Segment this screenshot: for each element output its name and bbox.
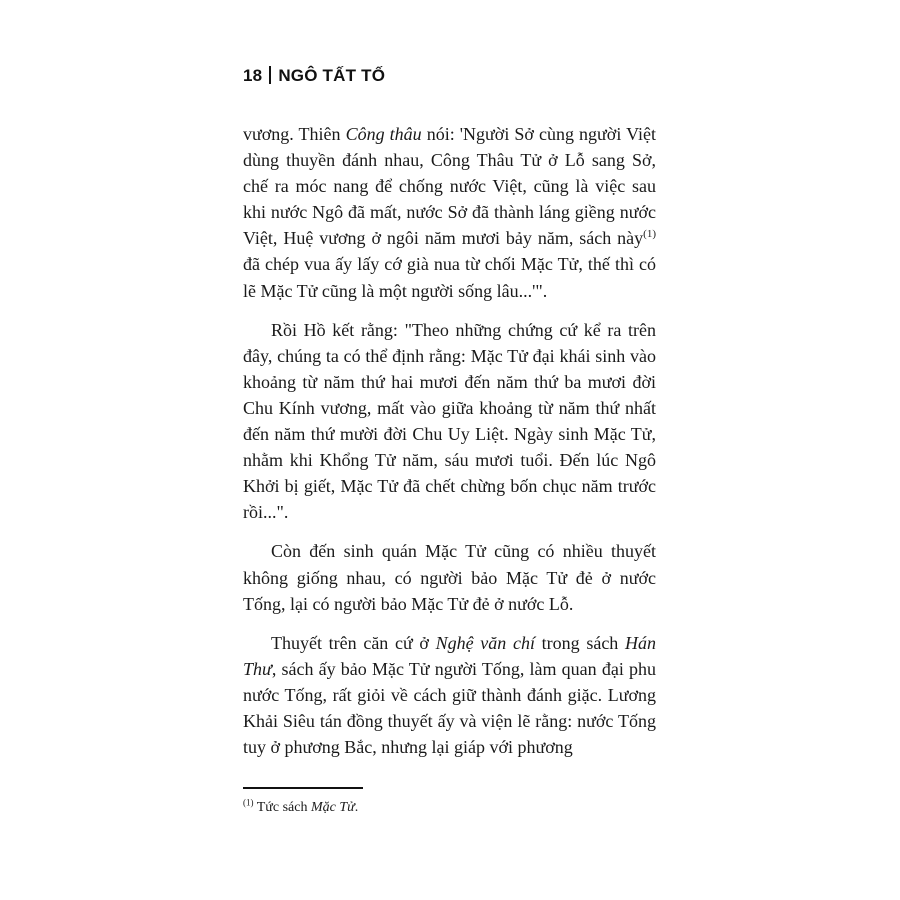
footnote-divider <box>243 787 363 789</box>
page-number: 18 <box>243 66 263 85</box>
footnote-text: Tức sách <box>253 800 311 815</box>
paragraph-4-text-e: , sách ấy bảo Mặc Tử người Tống, làm quan đại phu nước Tống, rất giỏi về cách giữ thành đánh giặc. Lương Khải Siêu tán đồng thuyết ấy và viện lẽ rằng: nước Tống tuy ở phương Bắc, nhưng lại giáp với phương <box>243 658 656 758</box>
running-header <box>243 66 385 86</box>
italic-title-han-thu: Hán Thư <box>243 632 656 679</box>
paragraph-1-text-a: vương. Thiên <box>243 124 346 144</box>
footnote <box>243 797 359 816</box>
footnote-reference: (1) <box>643 228 656 241</box>
header-separator <box>269 66 271 84</box>
paragraph-1-text-d: đã chép vua ấy lấy cớ già nua từ chối Mặc Tử, thế thì có lẽ Mặc Tử cũng là một người sống lâu...'". <box>243 254 656 301</box>
paragraph-1-text-c: nói: 'Người Sở cùng người Việt dùng thuyền đánh nhau, Công Thâu Tử ở Lỗ sang Sở, chế ra móc nang để chống nước Việt, cũng là việc sau khi nước Ngô đã mất, nước Sở đã thành láng giềng nước Việt, Huệ vương ở ngôi năm mươi bảy năm, sách này <box>243 124 656 249</box>
paragraph-2: Rồi Hồ kết rằng: "Theo những chứng cứ kể ra trên đây, chúng ta có thể định rằng: Mặc Tử đại khái sinh vào khoảng từ năm thứ hai mươi đến năm thứ ba mươi đời Chu Kính vương, mất vào giữa khoảng từ năm thứ nhất đến năm thứ mười đời Chu Uy Liệt. Ngày sinh Mặc Tử, nhằm khi Khổng Tử năm, sáu mươi tuổi. Đến lúc Ngô Khởi bị giết, Mặc Tử đã chết chừng bốn chục năm trước rồi...". <box>243 319 656 523</box>
paragraph-1 <box>243 121 656 304</box>
paragraph-4-text-a: Thuyết trên căn cứ ở <box>271 632 436 653</box>
paragraph-4 <box>243 630 656 760</box>
author-name: NGÔ TẤT TỐ <box>278 66 386 85</box>
paragraph-3: Còn đến sinh quán Mặc Tử cũng có nhiều thuyết không giống nhau, có người bảo Mặc Tử đẻ ở nước Tống, lại có người bảo Mặc Tử đẻ ở nước Lỗ. <box>243 541 656 614</box>
body-text <box>243 121 656 773</box>
paragraph-4-text-c: trong sách <box>534 632 625 653</box>
footnote-italic-title: Mặc Tử <box>310 800 355 815</box>
footnote-marker: (1) <box>243 797 254 808</box>
italic-title-cong-thau: Công thâu <box>345 124 422 144</box>
footnote-end: . <box>354 800 359 815</box>
italic-title-nghe-van-chi: Nghệ văn chí <box>435 632 535 653</box>
